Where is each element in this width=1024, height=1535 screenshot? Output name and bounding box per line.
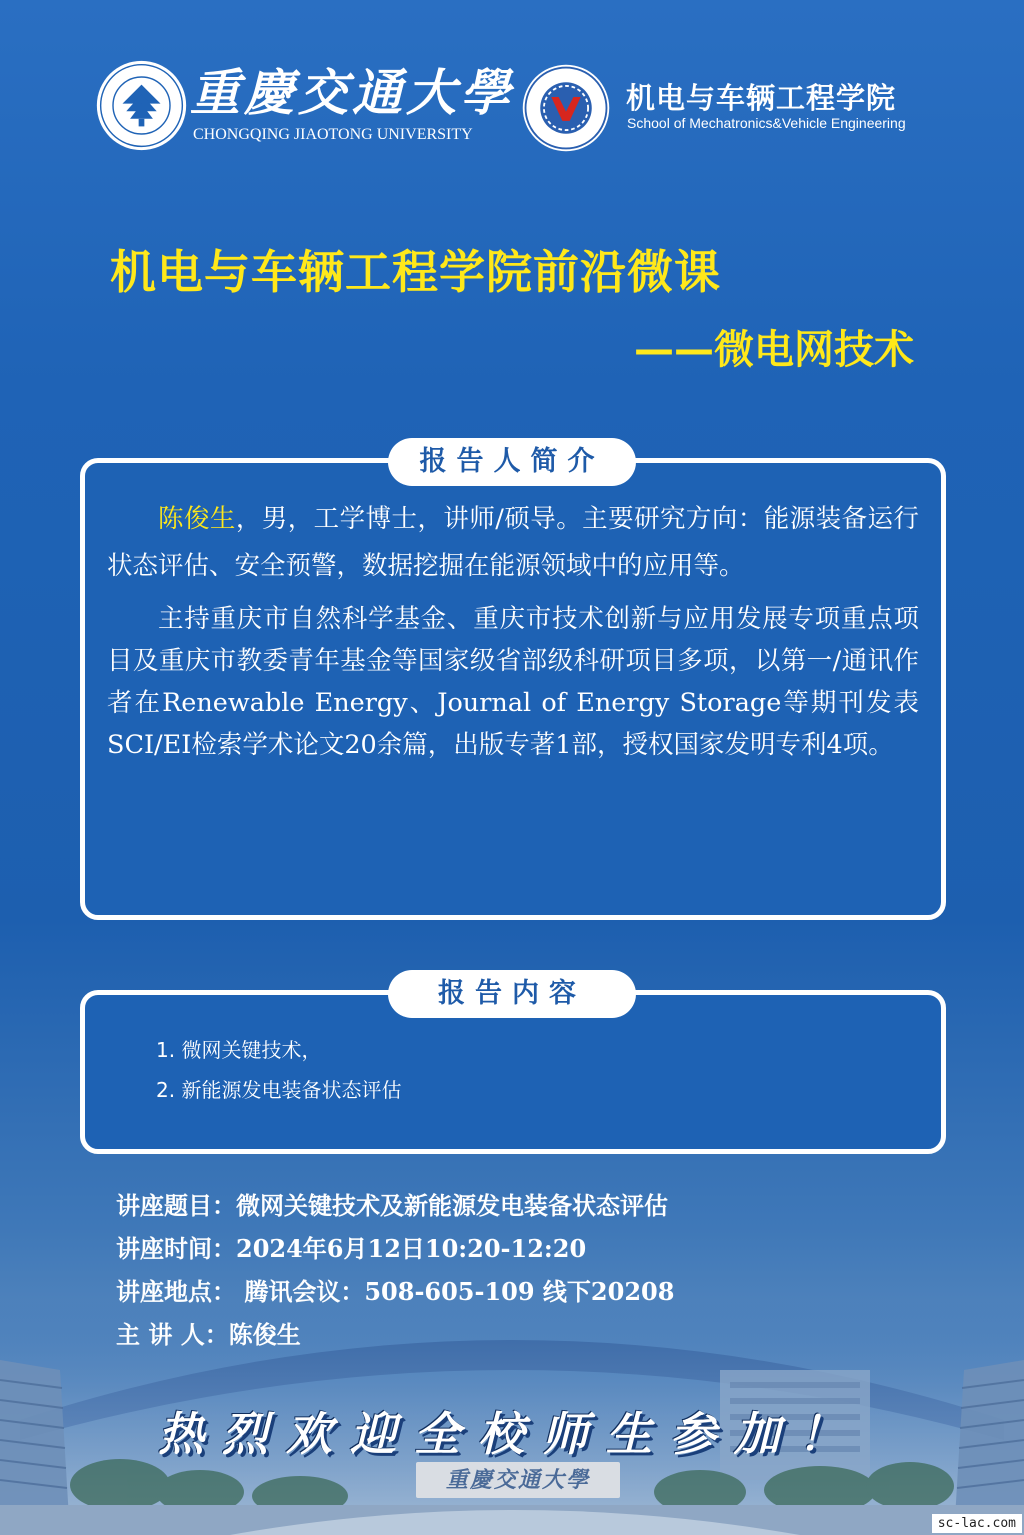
report-content-tab: 报告内容 [388, 970, 636, 1018]
school-name-en: School of Mechatronics&Vehicle Engineering [627, 115, 906, 131]
lecture-speaker-label: 主 讲 人： [116, 1320, 229, 1349]
speaker-bio-text [107, 496, 919, 766]
bio-paragraph-1-text: ，男，工学博士，讲师/硕导。主要研究方向：能源装备运行状态评估、安全预警，数据挖掘在能源领域中的应用等。 [107, 504, 919, 581]
list-item: 1. 微网关键技术， [156, 1038, 322, 1062]
lecture-time [116, 1227, 674, 1270]
list-item: 2. 新能源发电装备状态评估 [156, 1078, 402, 1102]
lecture-topic-label: 讲座题目： [116, 1191, 236, 1220]
lecture-time-value: 2024年6月12日10:20-12:20 [236, 1234, 587, 1263]
main-title: 机电与车辆工程学院前沿微课 [110, 245, 721, 299]
bio-paragraph-1 [107, 496, 919, 590]
report-content-list [156, 1030, 401, 1110]
school-emblem-icon [520, 62, 612, 154]
bio-paragraph-2: 主持重庆市自然科学基金、重庆市技术创新与应用发展专项重点项目及重庆市教委青年基金等国家级省部级科研项目多项，以第一/通讯作者在Renewable Energy、Journal of Energy Storage等期刊发表SCI/EI检索学术论文20余篇，出版专著1部，授权国家发明专利4项。 [107, 604, 919, 760]
speaker-bio-tab: 报告人简介 [388, 438, 636, 486]
university-name-en: CHONGQING JIAOTONG UNIVERSITY [193, 126, 473, 143]
lecture-place [116, 1270, 674, 1313]
university-seal-icon [94, 58, 189, 153]
welcome-slogan: 热烈欢迎全校师生参加！ [158, 1407, 862, 1461]
lecture-topic [116, 1184, 674, 1227]
subtitle: ——微电网技术 [634, 327, 914, 373]
lecture-topic-value: 微网关键技术及新能源发电装备状态评估 [236, 1191, 668, 1220]
lecture-speaker [116, 1313, 674, 1356]
campus-gate-sign: 重慶交通大學 [416, 1462, 620, 1498]
speaker-name: 陈俊生 [158, 504, 236, 534]
university-name-cn: 重慶交通大學 [190, 63, 514, 122]
lecture-place-label: 讲座地点： [116, 1277, 236, 1306]
site-watermark: sc-lac.com [932, 1514, 1022, 1533]
lecture-speaker-value: 陈俊生 [228, 1320, 301, 1349]
school-name-cn: 机电与车辆工程学院 [626, 81, 897, 115]
lecture-place-value: 腾讯会议：508-605-109 线下20208 [236, 1277, 675, 1306]
lecture-info [116, 1184, 674, 1356]
lecture-time-label: 讲座时间： [116, 1234, 236, 1263]
